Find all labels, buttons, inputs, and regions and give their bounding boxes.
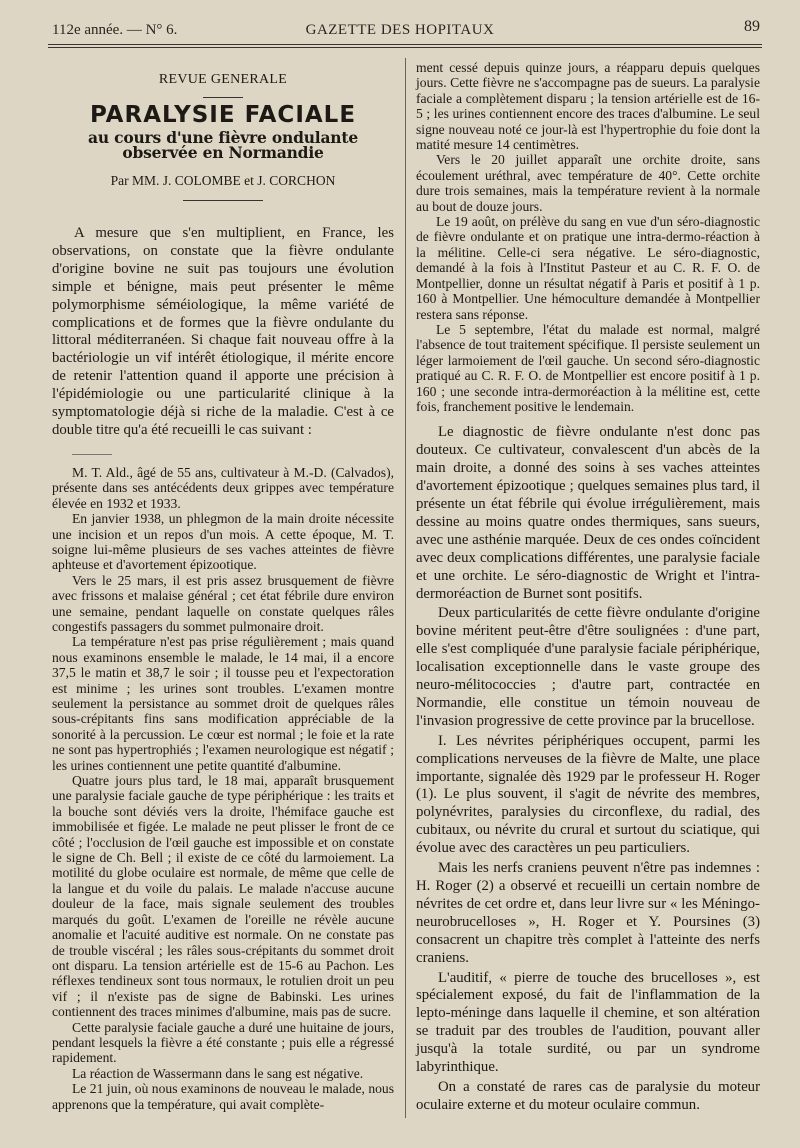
running-header — [40, 18, 760, 40]
column-divider — [405, 58, 406, 1118]
case-paragraph: Le 19 août, on prélève du sang en vue d'un séro-diagnostic de fièvre ondulante et on pratique une intra-dermo-réaction à la mélitine. Celle-ci sera négative. Le séro-diagnostic, demandé à la fois à l'Institut Pasteur et au C. R. F. O. de Montpellier, donne un résultat négatif à Paris et positif à 1 p. 160 à Montpellier. Une hémoculture demandée à Montpellier restera sans réponse. — [416, 214, 760, 322]
article-title: PARALYSIE FACIALE — [89, 102, 357, 129]
case-separator — [72, 454, 112, 455]
discussion-paragraph: I. Les névrites périphériques occupent, parmi les complications nerveuses de la fièvre de Malte, une place importante, signalée dès 1929 par le professeur H. Roger (1). Le plus souvent, il s'agit de névrite des membres, polynévrites, paralysies du circonflexe, du radial, des cubitaux, ou névrite du crural et surtout du sciatique, qui évolue avec des caractères un peu particuliers. — [416, 732, 760, 857]
rubric-rule — [203, 97, 243, 98]
case-paragraph: Quatre jours plus tard, le 18 mai, apparaît brusquement une paralysie faciale gauche de type périphérique : les traits et la bouche sont déviés vers la droite, l'hémiface gauche est immobilisée et figée. Le malade ne peut plisser le front de ce côté ; l'occlusion de l'œil gauche est impossible et on constate le signe de Ch. Bell ; il existe de ce côté du larmoiement. La motilité du globe oculaire est normale, de même que celle de la langue et du voile du palais. Le malade n'accuse aucune douleur de la face, mais signale seulement des troubles marqués du goût. L'examen de l'oreille ne révèle aucune anomalie et l'acuité auditive est normale. On ne constate pas de trouble viscéral ; les râles sous-crépitants du sommet droit ont disparu. La tension artérielle est de 15-6 au Pachon. Les réflexes tendineux sont tous normaux, le rotulien droit un peu vif ; il n'existe pas de signe de Babinski. Les urines contiennent des traces minimes d'albumine, mais pas de sucre. — [52, 773, 394, 1020]
article-subtitle: au cours d'une fièvre ondulante observée en Normandie — [87, 127, 358, 163]
header-rule-thin — [48, 47, 762, 48]
case-paragraph: ment cessé depuis quinze jours, a réapparu depuis quelques jours. Cette fièvre ne s'accompagne pas de sueurs. La paralysie faciale a complètement disparu ; la tension artérielle est de 16-5 ; les urines contiennent encore des traces d'albumine. Le seul signe nouveau noté ce jour-là est l'hypertrophie du foie dont la matité mesure 14 centimètres. — [416, 60, 760, 153]
header-rule — [48, 44, 762, 45]
case-paragraph: Le 21 juin, où nous examinons de nouveau le malade, nous apprenons que la température, qui avait complète- — [52, 1081, 394, 1112]
discussion-paragraph: On a constaté de rares cas de paralysie du moteur oculaire externe et du moteur oculaire commun. — [416, 1078, 760, 1113]
journal-title: GAZETTE DES HOPITAUX — [305, 22, 495, 38]
discussion-paragraph: Deux particularités de cette fièvre ondulante d'origine bovine méritent peut-être d'être soulignées : d'une part, elle s'est compliquée d'une paralysie faciale périphérique, localisation exceptionnelle dans le vaste groupe des neuro-mélitococcies ; d'autre part, contractée en Normandie, elle constitue un témoin nouveau de l'invasion progressive de cette province par la brucellose. — [416, 605, 760, 729]
discussion-paragraph: Mais les nerfs craniens peuvent n'être pas indemnes : H. Roger (2) a observé et recueilli un certain nombre de névrites de cet ordre et, dans leur livre sur « les Méningo-neurobrucelloses », H. Roger et Y. Poursines (3) consacrent un chapitre très complet à l'atteinte des nerfs craniens. — [416, 860, 760, 966]
case-paragraph: La réaction de Wassermann dans le sang est négative. — [72, 1065, 364, 1081]
left-column — [52, 60, 394, 1112]
title-rule — [183, 200, 263, 201]
case-paragraph: Cette paralysie faciale gauche a duré une huitaine de jours, pendant lesquels la fièvre a été constante ; puis elle a régressé rapidement. — [52, 1019, 394, 1066]
case-paragraph: Vers le 20 juillet apparaît une orchite droite, sans écoulement uréthral, avec température de 40°. Cette orchite dure trois semaines, mais la température revient à la normale au bout de douze jours. — [416, 152, 760, 214]
intro-paragraph: A mesure que s'en multiplient, en France, les observations, on constate que la fièvre ondulante d'origine bovine ne suit pas toujours une évolution simple et bénigne, mais peut présenter le même polymorphisme séméiologique, la même variété de complications et de formes que la fièvre ondulante du littoral méditerranéen. Si chaque fait nouveau offre à la bactériologie un vif intérêt étiologique, il mérite encore de retenir l'attention quand il apporte une précision à l'épidémiologie ou une particularité clinique à la symptomatologie déjà si riche de la maladie. C'est à ce double titre qu'a été recueilli le cas suivant : — [52, 225, 394, 438]
case-paragraph: En janvier 1938, un phlegmon de la main droite nécessite une incision et un repos d'un mois. A cette époque, M. T. soigne lui-même plusieurs de ses vaches atteintes de fièvre aphteuse et d'avortement épizootique. — [52, 511, 394, 573]
case-paragraph: Vers le 25 mars, il est pris assez brusquement de fièvre avec frissons et malaise général ; cet état fébrile dure environ une semaine, pendant laquelle on constate quelques râles congestifs passagers du sommet pulmonaire droit. — [52, 572, 394, 634]
page-number: 89 — [744, 18, 760, 35]
discussion-paragraph: Le diagnostic de fièvre ondulante n'est donc pas douteux. Ce cultivateur, convalescent d'un abcès de la main droite, a donné des soins à ses vaches atteintes d'avortement épizootique ; quelques semaines plus tard, il présente un état fébrile qui évolue irrégulièrement, mais dessine au moins quatre ondes thermiques, sans sueurs, avec une asthénie marquée. Deux de ces ondes coïncident avec deux complications différentes, une paralysie faciale et une orchite. Le séro-diagnostic de Wright et l'intra-dermoréaction de Burnet sont positifs. — [416, 424, 760, 602]
section-rubric: REVUE GENERALE — [158, 72, 288, 87]
case-paragraph: M. T. Ald., âgé de 55 ans, cultivateur à M.-D. (Calvados), présente dans ses antécédents deux grippes avec température élevée en 1932 et 1933. — [52, 464, 394, 511]
discussion-paragraph: L'auditif, « pierre de touche des brucelloses », est spécialement exposé, du fait de l'inflammation de la lepto-méninge dans laquelle il chemine, et son altération se traduit par des troubles de l'audition, pouvant aller jusqu'à la totale surdité, ou par un syndrome labyrinthique. — [416, 969, 760, 1076]
right-column — [416, 60, 760, 1117]
case-paragraph: La température n'est pas prise régulièrement ; mais quand nous examinons ensemble le malade, le 14 mai, il a encore 37,5 le matin et 38,7 le soir ; il tousse peu et l'expectoration est minime ; les urines sont troubles. L'examen montre seulement la persistance au sommet droit de quelques râles sous-crépitants fins sans modification appréciable de la sonorité à la percussion. Le cœur est normal ; le foie et la rate ne sont pas hypertrophiés ; l'examen neurologique est négatif ; les urines contiennent une petite quantité d'albumine. — [52, 634, 394, 773]
issue-number: 112e année. — N° 6. — [52, 22, 178, 38]
article-authors: Par MM. J. COLOMBE et J. CORCHON — [110, 172, 336, 188]
case-paragraph: Le 5 septembre, l'état du malade est normal, malgré l'absence de tout traitement spécifique. Il persiste seulement un léger larmoiement de l'œil gauche. Un second séro-diagnostic pratiqué au C. R. F. O. de Montpellier est encore positif à 1 p. 160 ; une seconde intra-dermoréaction à la mélitine est, cette fois, franchement positive le lendemain. — [416, 321, 760, 414]
